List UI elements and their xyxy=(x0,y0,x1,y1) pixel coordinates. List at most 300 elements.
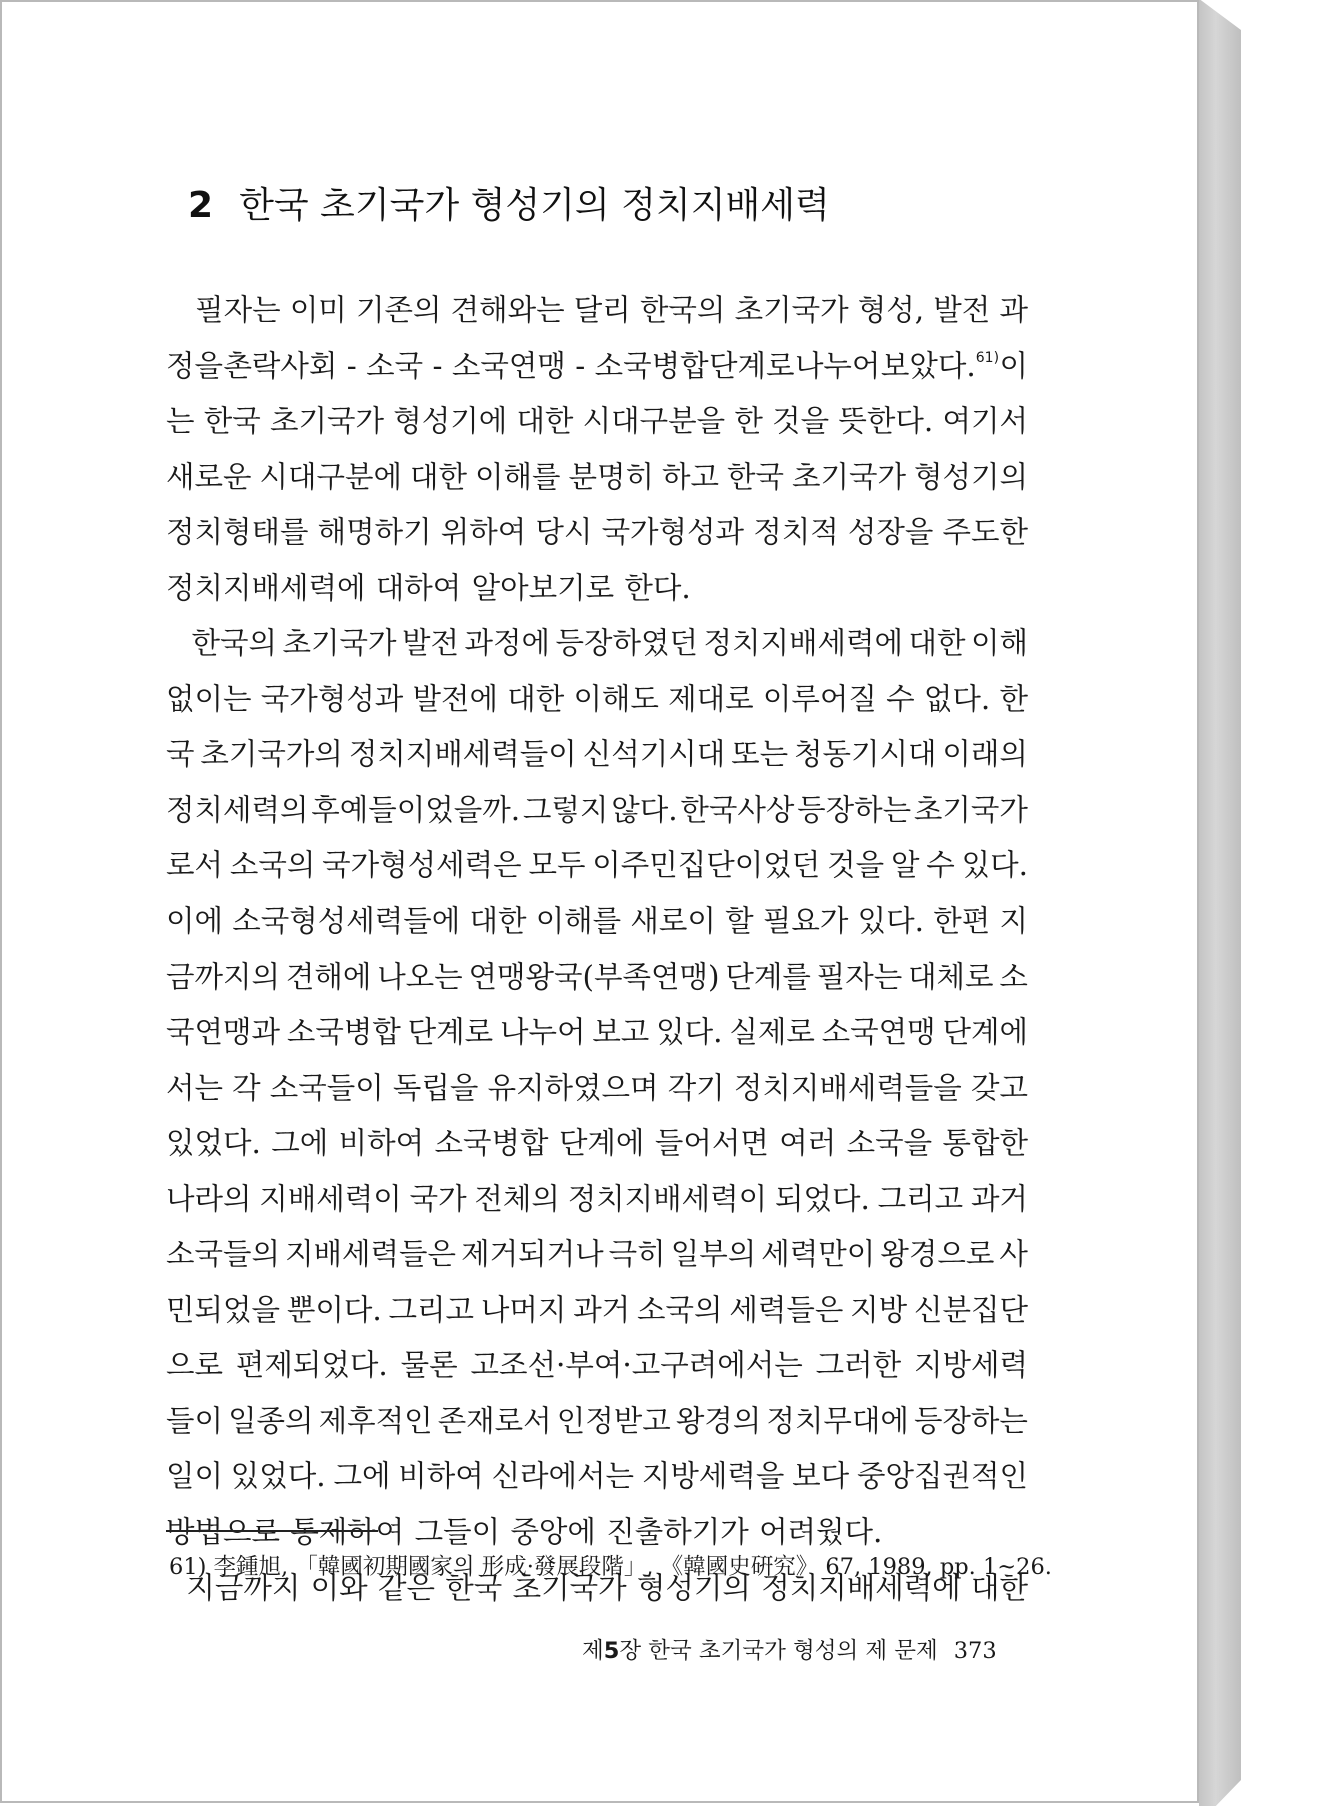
word: 등장하는 xyxy=(913,1403,1028,1438)
word-wrap xyxy=(260,450,403,506)
word-wrap xyxy=(914,783,1028,839)
word-wrap xyxy=(573,672,659,728)
word: 진출하기가 xyxy=(606,1515,749,1550)
word-wrap xyxy=(559,1116,645,1172)
word-wrap xyxy=(311,783,520,839)
word: 소국연맹 xyxy=(821,1015,936,1050)
word: 과거 xyxy=(573,1292,631,1327)
word: 정을 xyxy=(166,348,223,383)
word: 금까지의 xyxy=(166,959,280,994)
word: 물론 xyxy=(400,1348,458,1383)
footnote-divider xyxy=(166,1530,378,1532)
text-line xyxy=(166,950,1028,1006)
word: 초기국가의 xyxy=(200,737,343,772)
word-wrap xyxy=(408,1005,494,1061)
word-wrap xyxy=(319,1394,433,1450)
word-wrap xyxy=(971,616,1028,672)
word-wrap xyxy=(827,838,884,894)
word-wrap xyxy=(729,1005,815,1061)
word: 위하여 xyxy=(440,515,527,550)
word-wrap xyxy=(611,783,677,839)
word: 단계를 xyxy=(725,959,811,994)
word: 나누어 xyxy=(499,1015,586,1050)
word: 중앙집권적인 xyxy=(856,1459,1028,1494)
word-wrap xyxy=(609,1227,666,1283)
word-wrap xyxy=(166,1172,252,1228)
word: 초기국가 xyxy=(913,792,1028,827)
word-wrap xyxy=(556,616,699,672)
word-wrap xyxy=(858,283,924,339)
word-wrap xyxy=(671,1227,757,1283)
word: 있었다. xyxy=(230,1459,326,1494)
word: 독립을 xyxy=(392,1070,479,1105)
word-wrap xyxy=(166,894,223,950)
word-wrap xyxy=(704,616,903,672)
word: 것을 xyxy=(772,404,830,439)
running-footer xyxy=(582,1633,997,1669)
word-wrap xyxy=(393,1061,479,1117)
word-wrap xyxy=(318,505,432,561)
text-line xyxy=(166,339,1028,395)
word: 이해를 xyxy=(535,904,622,939)
word: 정치형태를 xyxy=(166,515,309,550)
word: 필자는 xyxy=(195,293,281,327)
word-wrap xyxy=(389,1283,475,1339)
word: 고조선·부여·고구려에서는 xyxy=(470,1348,803,1383)
word-wrap xyxy=(792,450,906,506)
word-wrap xyxy=(914,450,1028,506)
word: 수 xyxy=(886,681,915,716)
word: 정치지배세력들을 xyxy=(733,1070,962,1105)
word-wrap xyxy=(528,838,585,894)
word: 소국형성세력들에 xyxy=(232,904,461,939)
word-wrap xyxy=(761,1227,875,1283)
word-wrap xyxy=(166,1227,280,1283)
word: 나오는 xyxy=(377,959,463,994)
word: 으로 xyxy=(166,1348,223,1383)
word: 보았다. xyxy=(880,348,976,383)
word-wrap xyxy=(734,1061,962,1117)
word: 지배세력이 xyxy=(259,1181,402,1216)
word: 해명하기 xyxy=(317,515,432,550)
paragraph-indent xyxy=(166,616,186,672)
word-wrap xyxy=(838,394,933,450)
word-wrap xyxy=(286,950,372,1006)
text-line xyxy=(166,394,1028,450)
word-wrap xyxy=(516,394,573,450)
word: 소국병합 xyxy=(286,1015,401,1050)
word-wrap xyxy=(270,1061,384,1117)
word: 극히 xyxy=(608,1237,666,1272)
word-wrap xyxy=(469,950,720,1006)
word-wrap xyxy=(753,505,839,561)
word-wrap xyxy=(795,339,881,395)
text-line xyxy=(166,672,1028,728)
text-line xyxy=(166,1116,1028,1172)
word: 할 xyxy=(725,904,754,939)
word-wrap xyxy=(662,450,719,506)
word: 각기 xyxy=(667,1070,725,1105)
word-wrap xyxy=(962,838,1028,894)
word-wrap xyxy=(166,1338,223,1394)
word: 대하여 xyxy=(375,570,462,605)
word: 한국 xyxy=(727,459,784,494)
text-line xyxy=(166,1061,1028,1117)
word-wrap xyxy=(583,394,726,450)
word: 같은 xyxy=(377,1570,435,1605)
word: 한다. xyxy=(624,570,691,605)
word: 이루어질 xyxy=(762,681,877,716)
word: 형성기에 xyxy=(393,404,508,439)
text-line xyxy=(166,1005,1028,1061)
word-wrap xyxy=(401,1338,458,1394)
word: 한국사상 xyxy=(680,792,795,827)
word-wrap xyxy=(410,450,467,506)
word: 소국들의 xyxy=(166,1237,280,1272)
word-wrap xyxy=(283,616,397,672)
word-wrap xyxy=(492,1449,635,1505)
word: 제후적인 xyxy=(318,1403,433,1438)
word: 신석기시대 xyxy=(582,737,726,772)
word: 일종의 xyxy=(228,1403,314,1438)
paragraph-indent xyxy=(166,283,186,339)
word-wrap xyxy=(914,1394,1028,1450)
word: 단계에 xyxy=(942,1015,1028,1050)
word: 그에 xyxy=(271,1126,329,1161)
word: 이래의 xyxy=(942,737,1028,772)
text-line xyxy=(166,1449,1028,1505)
word: 한편 xyxy=(933,904,991,939)
word: 그리고 xyxy=(877,1181,964,1216)
word: 국가형성과 xyxy=(601,515,745,550)
word-wrap xyxy=(640,283,726,339)
word-wrap xyxy=(766,1394,909,1450)
word-wrap xyxy=(349,727,577,783)
word-wrap xyxy=(166,1283,280,1339)
word-wrap xyxy=(568,1172,767,1228)
word: 등장하였던 xyxy=(555,626,698,661)
word: 실제로 xyxy=(729,1015,815,1050)
word-wrap xyxy=(438,1394,552,1450)
word: 것을 xyxy=(827,848,885,883)
word: 주도한 xyxy=(942,515,1028,550)
footer-chapter-title: 장 한국 초기국가 형성의 제 문제 xyxy=(619,1638,938,1664)
word-wrap xyxy=(731,727,788,783)
word: 비하여 xyxy=(398,1459,484,1494)
word-wrap xyxy=(779,1116,836,1172)
word-wrap xyxy=(557,1394,671,1450)
word: 이 xyxy=(999,348,1028,383)
word-wrap xyxy=(725,950,811,1006)
footnote-reference[interactable]: 61) xyxy=(975,349,1000,366)
word-wrap xyxy=(339,1116,425,1172)
word-wrap xyxy=(775,1172,870,1228)
word-wrap xyxy=(507,672,564,728)
word-wrap xyxy=(322,838,521,894)
word: 발전 xyxy=(402,626,459,661)
word-wrap xyxy=(412,672,498,728)
word: 촌락사회 - 소국 - 소국연맹 - 소국병합 xyxy=(223,348,709,383)
word: 어려웠다. xyxy=(759,1515,883,1550)
word: 세력들은 xyxy=(729,1292,844,1327)
word: 나라의 xyxy=(166,1181,252,1216)
text-line xyxy=(166,894,1028,950)
word-wrap xyxy=(924,672,990,728)
word-wrap xyxy=(592,838,820,894)
word: 이해 xyxy=(970,626,1028,661)
word: 수 xyxy=(926,848,955,883)
word-wrap xyxy=(441,505,527,561)
word-wrap xyxy=(763,894,849,950)
word: 시대구분에 xyxy=(259,459,402,494)
word: 대한 xyxy=(516,404,574,439)
word-wrap xyxy=(763,672,877,728)
word: 이와 xyxy=(310,1570,368,1605)
word: 통합한 xyxy=(942,1126,1028,1161)
word-wrap xyxy=(481,1283,567,1339)
word-wrap xyxy=(624,561,690,617)
word: 지방세력 xyxy=(913,1348,1028,1383)
word-wrap xyxy=(166,1394,223,1450)
word: 여러 xyxy=(779,1126,837,1161)
word-wrap xyxy=(655,1116,769,1172)
text-line xyxy=(166,450,1028,506)
text-line xyxy=(166,1338,1028,1394)
word: 형성, xyxy=(857,293,925,327)
word-wrap xyxy=(166,450,252,506)
word-wrap xyxy=(822,1005,936,1061)
word: 없다. xyxy=(923,681,991,716)
word-wrap xyxy=(166,727,195,783)
word: 방법으로 xyxy=(166,1515,280,1550)
word: 신분집단 xyxy=(914,1292,1028,1327)
word-wrap xyxy=(271,1116,328,1172)
word: 한국의 xyxy=(639,293,726,327)
word-wrap xyxy=(630,894,716,950)
word-wrap xyxy=(232,894,460,950)
word: 한 xyxy=(734,404,763,439)
word: 국 xyxy=(166,737,195,772)
word: 또는 xyxy=(731,737,789,772)
word-wrap xyxy=(735,283,849,339)
word-wrap xyxy=(668,672,754,728)
word-wrap xyxy=(926,838,955,894)
word-wrap xyxy=(500,1005,586,1061)
word: 비하여 xyxy=(338,1126,425,1161)
word: 나머지 xyxy=(480,1292,567,1327)
word: 정치적 xyxy=(753,515,839,550)
word-wrap xyxy=(878,1172,964,1228)
word-wrap xyxy=(857,1449,1028,1505)
word: 서는 xyxy=(166,1070,223,1105)
word-wrap xyxy=(287,1005,401,1061)
word-wrap xyxy=(166,1116,261,1172)
word: 과정에 xyxy=(464,626,550,661)
word-wrap xyxy=(642,1449,785,1505)
word-wrap xyxy=(848,505,934,561)
word-wrap xyxy=(891,838,920,894)
section-heading xyxy=(188,182,830,230)
word-wrap xyxy=(914,1338,1028,1394)
word-wrap xyxy=(469,894,526,950)
text-line xyxy=(166,283,1028,339)
word: 초기국가 xyxy=(269,404,384,439)
word: 이에 xyxy=(166,904,223,939)
word: 형성기의 xyxy=(914,459,1028,494)
word: 필요가 xyxy=(762,904,849,939)
word-wrap xyxy=(734,394,763,450)
word: 소국들이 xyxy=(269,1070,384,1105)
page-number: 373 xyxy=(953,1638,997,1664)
word-wrap xyxy=(971,1172,1028,1228)
word-wrap xyxy=(999,950,1028,1006)
word: 제대로 xyxy=(668,681,754,716)
word: 국가 xyxy=(409,1181,467,1216)
word-wrap xyxy=(850,1283,907,1339)
word-wrap xyxy=(794,727,937,783)
word-wrap xyxy=(230,838,316,894)
word-wrap xyxy=(287,1283,382,1339)
word-wrap xyxy=(971,1061,1028,1117)
text-line xyxy=(166,505,1028,561)
word-wrap xyxy=(583,727,726,783)
word: 인정받고 xyxy=(556,1403,671,1438)
word: 세력만이 xyxy=(761,1237,876,1272)
word-wrap xyxy=(523,783,609,839)
word: 보다 xyxy=(792,1459,850,1494)
word: 단계에 xyxy=(558,1126,645,1161)
word: 나누어 xyxy=(794,348,881,383)
word-wrap xyxy=(725,894,754,950)
word-wrap xyxy=(999,283,1028,339)
word: 견해에 xyxy=(285,959,372,994)
word: 당시 xyxy=(535,515,593,550)
word: 모두 xyxy=(528,848,586,883)
word-wrap xyxy=(943,1005,1029,1061)
word-wrap xyxy=(942,394,1028,450)
word-wrap xyxy=(461,1227,604,1283)
word-wrap xyxy=(908,616,965,672)
word-wrap xyxy=(223,339,708,395)
word: 있다. xyxy=(961,848,1028,883)
word: 존재로서 xyxy=(437,1403,552,1438)
word: 각 xyxy=(232,1070,261,1105)
word-wrap xyxy=(535,505,592,561)
word-wrap xyxy=(858,894,924,950)
word: 과 xyxy=(999,293,1028,327)
word-wrap xyxy=(592,1005,649,1061)
text-line xyxy=(166,727,1028,783)
word: 기존의 xyxy=(355,293,442,327)
word-wrap xyxy=(680,783,794,839)
word-wrap xyxy=(393,394,507,450)
word: 대한 xyxy=(971,1570,1028,1605)
word-wrap xyxy=(398,1449,484,1505)
word-wrap xyxy=(475,450,561,506)
word: 한국의 xyxy=(191,626,277,661)
word: 일이 xyxy=(166,1459,223,1494)
word: 그에 xyxy=(333,1459,391,1494)
word: 정치지배세력에 xyxy=(761,1570,961,1605)
word: 이해를 xyxy=(475,459,561,494)
word-wrap xyxy=(200,727,343,783)
word-wrap xyxy=(166,1449,223,1505)
word-wrap xyxy=(356,283,442,339)
word: 형성기의 xyxy=(636,1570,751,1605)
word: 발전에 xyxy=(412,681,498,716)
word-wrap xyxy=(192,616,278,672)
word-wrap xyxy=(166,339,223,395)
word: 정치지배세력이 xyxy=(567,1181,768,1216)
word-wrap xyxy=(435,1116,549,1172)
word: 않다. xyxy=(611,792,678,827)
word-wrap xyxy=(933,283,990,339)
word-wrap xyxy=(166,950,280,1006)
word: 일부의 xyxy=(670,1237,757,1272)
word: 되었다. xyxy=(774,1181,870,1216)
word: 한국 xyxy=(203,404,261,439)
word: 대한 xyxy=(410,459,467,494)
text-line xyxy=(166,561,1028,617)
word-wrap xyxy=(933,894,990,950)
word: 대한 xyxy=(908,626,966,661)
word: 민되었을 xyxy=(166,1292,280,1327)
word-wrap xyxy=(451,283,565,339)
word: 새로이 xyxy=(630,904,716,939)
word: 단계로 xyxy=(709,348,795,383)
word: 제거되거나 xyxy=(461,1237,604,1272)
word: 들어서면 xyxy=(654,1126,769,1161)
word: 국가형성세력은 xyxy=(322,848,522,883)
word: 통제하여 xyxy=(290,1515,405,1550)
word-wrap xyxy=(880,1227,994,1283)
word-wrap xyxy=(637,1283,723,1339)
word-wrap xyxy=(402,616,459,672)
word: 신라에서는 xyxy=(491,1459,635,1494)
word-wrap xyxy=(290,283,347,339)
word: 편제되었다. xyxy=(235,1348,388,1383)
word-wrap xyxy=(166,505,309,561)
word-wrap xyxy=(232,1061,261,1117)
word-wrap xyxy=(488,1061,659,1117)
word: 하고 xyxy=(662,459,719,494)
word-wrap xyxy=(886,672,915,728)
word-wrap xyxy=(333,1449,390,1505)
word: 견해와는 xyxy=(450,293,565,327)
word: 정치무대에 xyxy=(766,1403,909,1438)
word-wrap xyxy=(270,394,384,450)
footnote-61: 61) 李鍾旭, 「韓國初期國家의 形成·發展段階」, 《韓國史硏究》 67, 1989, pp. 1~26. xyxy=(169,1554,1052,1580)
word: 대한 xyxy=(507,681,565,716)
word: 알아보기로 xyxy=(471,570,615,605)
body-text xyxy=(166,283,1028,1616)
word-wrap xyxy=(204,394,261,450)
word-wrap xyxy=(410,1172,467,1228)
word-wrap xyxy=(942,505,1028,561)
word: 초기국가 xyxy=(512,1570,627,1605)
word: 초기국가 xyxy=(282,626,397,661)
word: 지배세력들은 xyxy=(285,1237,457,1272)
word-wrap xyxy=(729,1283,843,1339)
word: 알 xyxy=(890,848,920,883)
word: 있었다. xyxy=(166,1126,261,1161)
word: 정치지배세력들이 xyxy=(348,737,577,772)
word: 발전 xyxy=(933,293,991,327)
word-wrap xyxy=(574,283,631,339)
word: 소국의 xyxy=(637,1292,723,1327)
word: 초기국가 xyxy=(734,293,849,327)
section-number: 2 xyxy=(188,185,214,226)
